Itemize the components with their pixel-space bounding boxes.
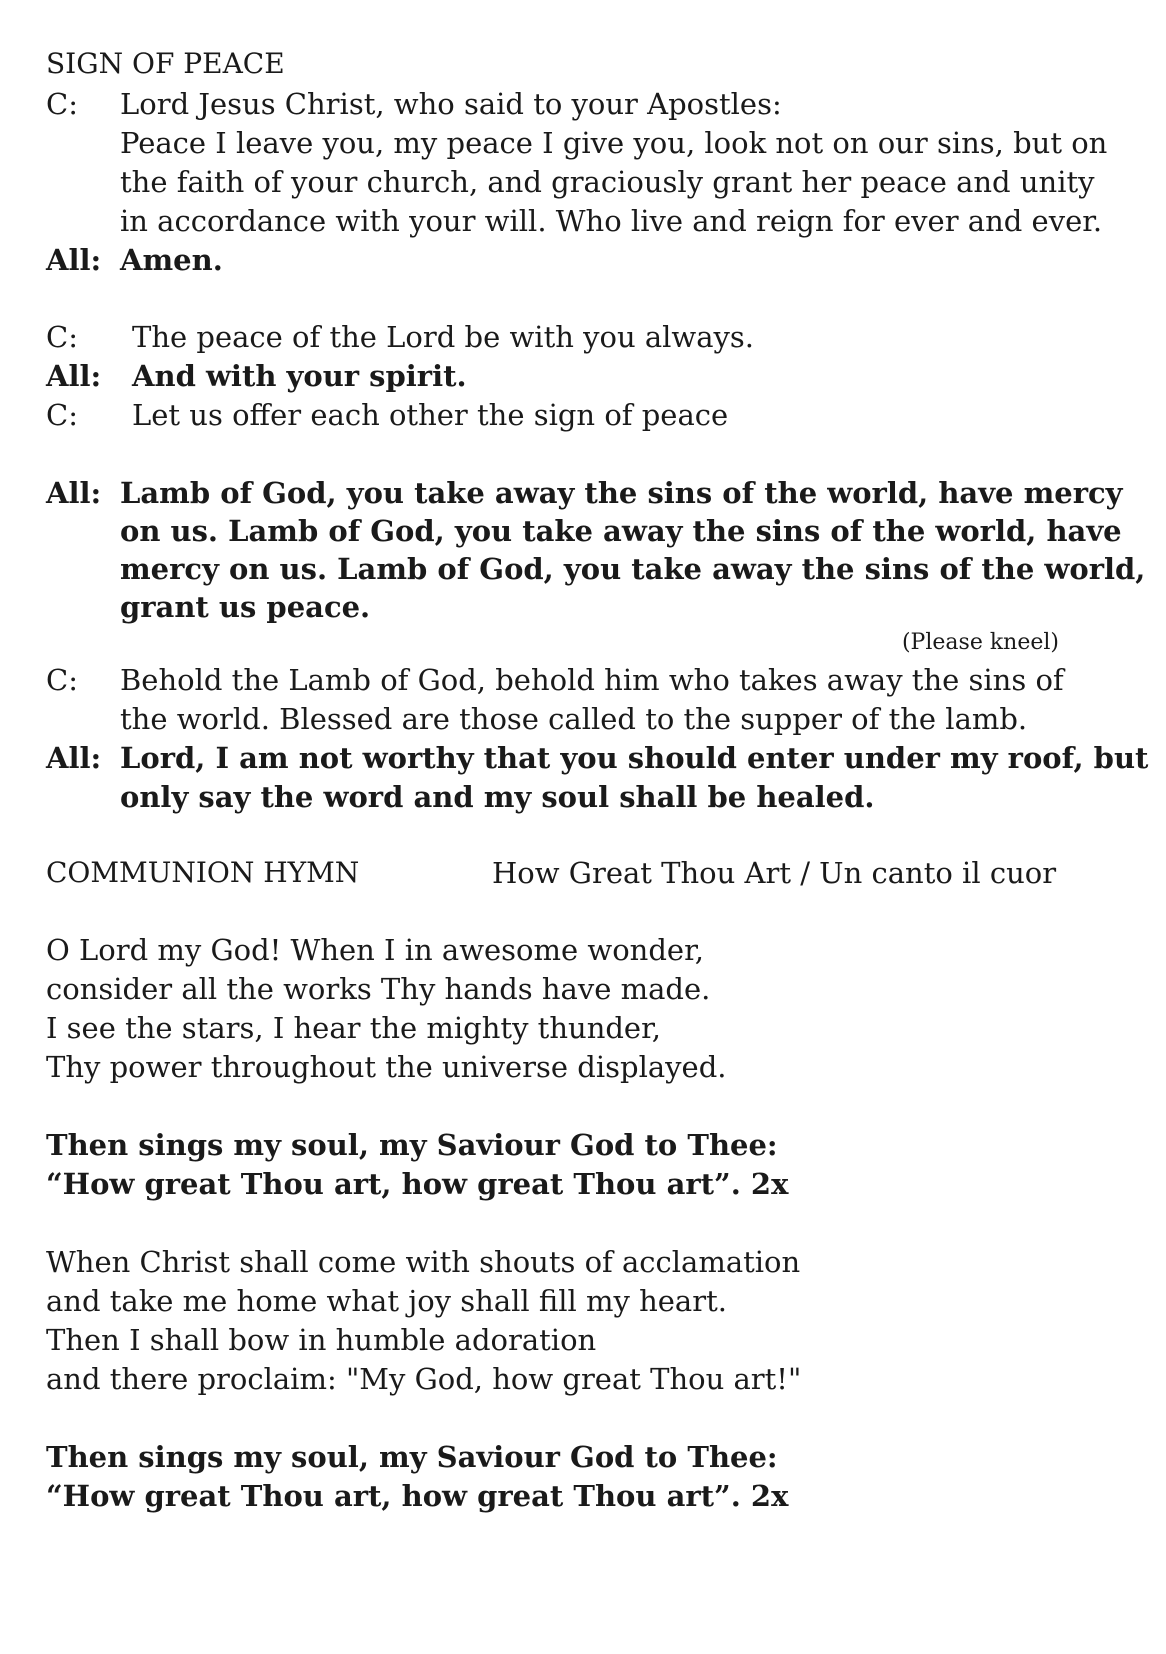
lamb-of-god-line: grant us peace. — [120, 590, 371, 624]
prayer-line: Lord Jesus Christ, who said to your Apostles: — [120, 87, 782, 121]
lamb-of-god-line: on us. Lamb of God, you take away the sins of the world, have — [120, 514, 1122, 548]
response-line: Lord, I am not worthy that you should enter under my roof, but — [120, 741, 1149, 775]
verse-line: Then I shall bow in humble adoration — [46, 1323, 597, 1357]
hymn-title: How Great Thou Art / Un canto il cuor — [492, 856, 1057, 890]
speaker-celebrant: C: — [46, 320, 78, 354]
verse-line: consider all the works Thy hands have made. — [46, 972, 711, 1006]
response-line: only say the word and my soul shall be healed. — [120, 780, 875, 814]
verse-line: Thy power throughout the universe displayed. — [46, 1050, 727, 1084]
lamb-of-god-line: Lamb of God, you take away the sins of the world, have mercy — [120, 476, 1123, 510]
prayer-line: the faith of your church, and graciously grant her peace and unity — [120, 165, 1095, 199]
prayer-line: Peace I leave you, my peace I give you, look not on our sins, but on — [120, 126, 1108, 160]
prayer-line: in accordance with your will. Who live and reign for ever and ever. — [120, 204, 1103, 238]
speaker-celebrant: C: — [46, 398, 78, 432]
verse-line: O Lord my God! When I in awesome wonder, — [46, 933, 704, 967]
verse-line: and take me home what joy shall fill my heart. — [46, 1284, 727, 1318]
section-heading-communion-hymn: COMMUNION HYMN — [46, 856, 360, 889]
refrain-line: Then sings my soul, my Saviour God to Thee: — [46, 1440, 778, 1474]
speaker-celebrant: C: — [46, 87, 78, 121]
behold-line: the world. Blessed are those called to the supper of the lamb. — [120, 702, 1028, 736]
refrain-line: “How great Thou art, how great Thou art”. 2x — [46, 1167, 789, 1201]
lamb-of-god-line: mercy on us. Lamb of God, you take away the sins of the world, — [120, 552, 1146, 586]
behold-line: Behold the Lamb of God, behold him who takes away the sins of — [120, 663, 1064, 697]
verse-line: and there proclaim: "My God, how great Thou art!" — [46, 1362, 802, 1396]
refrain-line: Then sings my soul, my Saviour God to Thee: — [46, 1128, 778, 1162]
response-amen: Amen. — [120, 243, 223, 277]
verse-line: When Christ shall come with shouts of acclamation — [46, 1245, 801, 1279]
exchange-line: The peace of the Lord be with you always. — [132, 320, 755, 354]
kneel-instruction: (Please kneel) — [901, 630, 1059, 655]
speaker-all: All: — [46, 243, 102, 277]
speaker-all: All: — [46, 476, 102, 510]
section-heading-sign-of-peace: SIGN OF PEACE — [46, 47, 285, 80]
exchange-line: And with your spirit. — [132, 359, 467, 393]
speaker-celebrant: C: — [46, 663, 78, 697]
verse-line: I see the stars, I hear the mighty thunder, — [46, 1011, 661, 1045]
exchange-line: Let us offer each other the sign of peace — [132, 398, 729, 432]
speaker-all: All: — [46, 359, 102, 393]
refrain-line: “How great Thou art, how great Thou art”. 2x — [46, 1479, 789, 1513]
speaker-all: All: — [46, 741, 102, 775]
